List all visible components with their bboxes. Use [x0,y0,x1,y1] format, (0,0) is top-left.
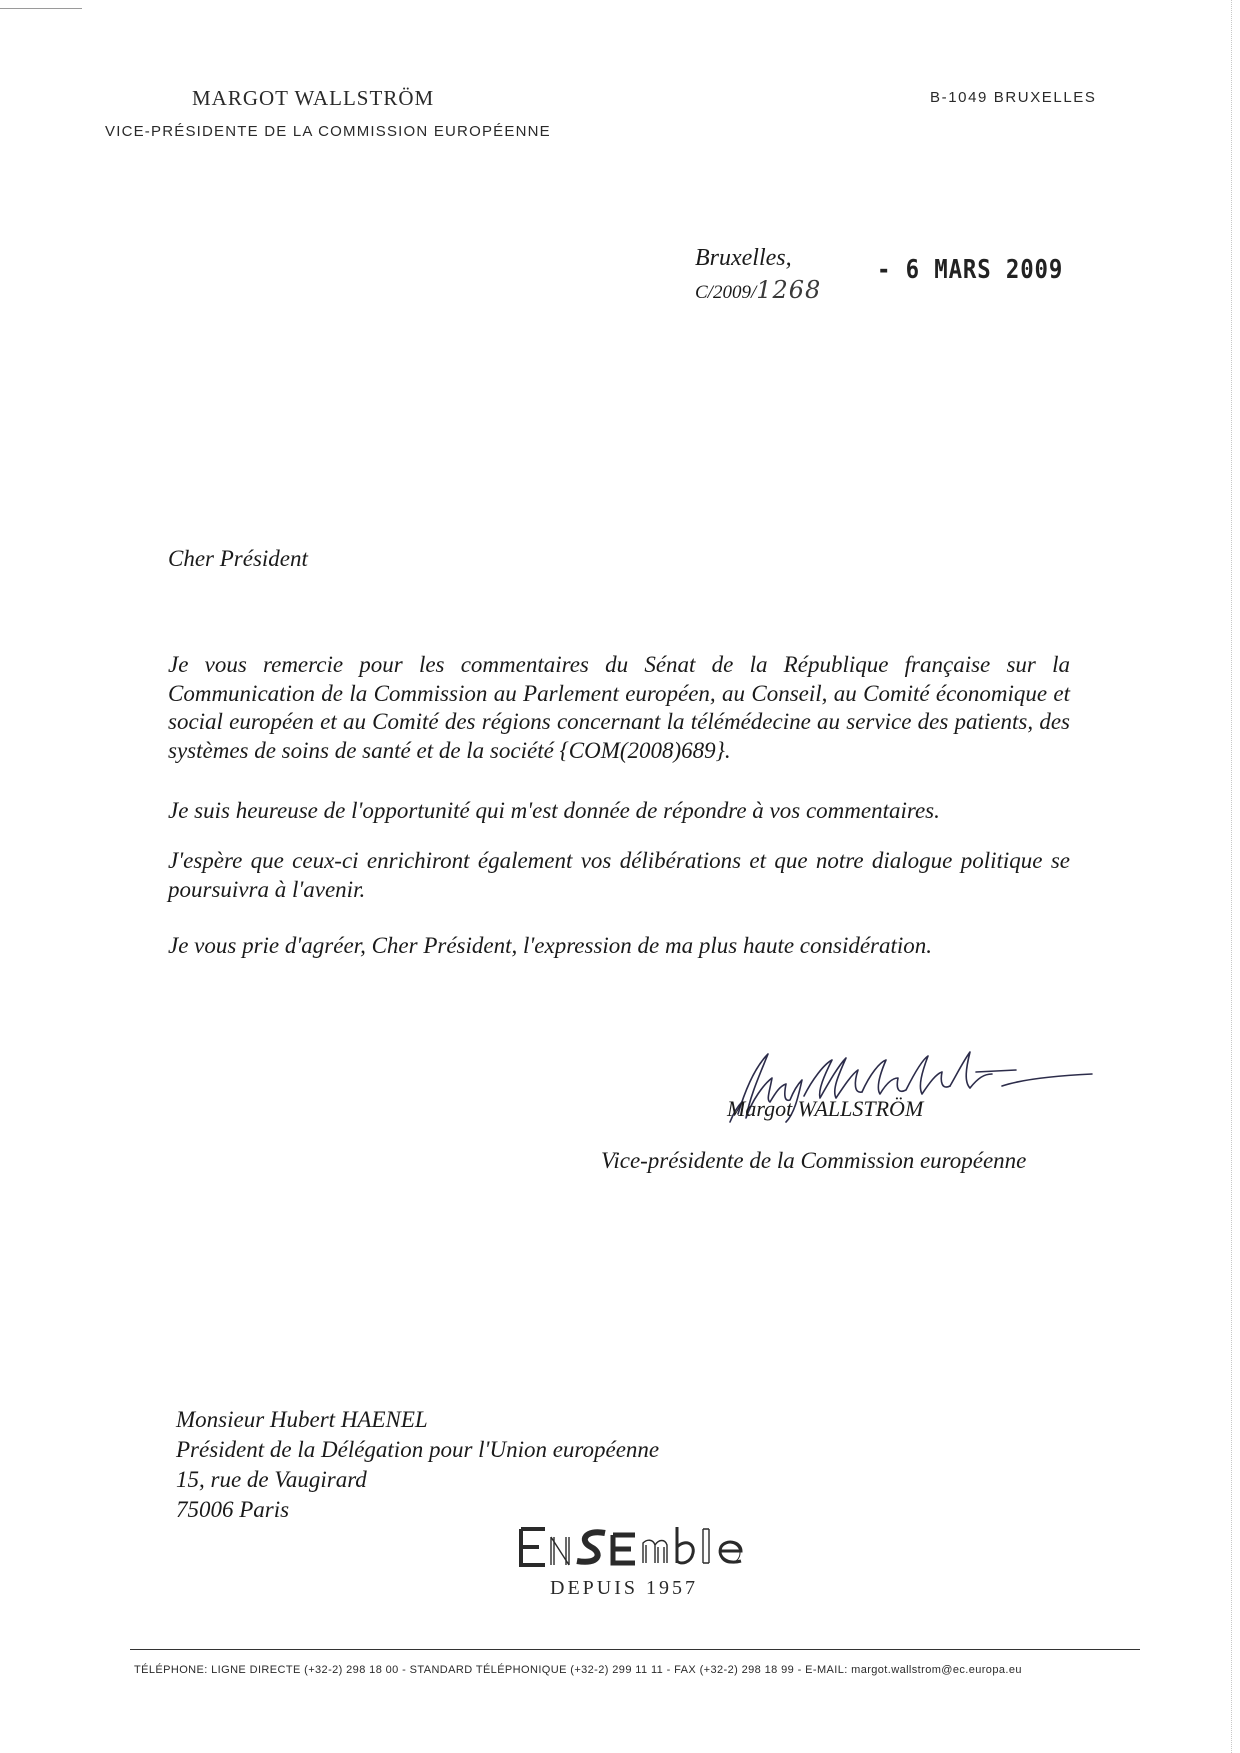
body-paragraph-2: Je suis heureuse de l'opportunité qui m'est donnée de répondre à vos commentaires. [168,798,940,823]
recipient-position: Président de la Délégation pour l'Union européenne [176,1437,660,1462]
reference-prefix: C/2009/ [695,282,757,303]
body-paragraph-3: J'espère que ceux-ci enrichiront également vos délibérations et que notre dialogue politique se poursuivra à l'avenir. [168,848,1070,902]
signatory-name: Margot WALLSTRÖM [727,1096,924,1121]
letterhead-title: VICE-PRÉSIDENTE DE LA COMMISSION EUROPÉENNE [105,123,551,140]
scan-edge [1231,0,1232,1753]
date-stamp: - 6 MARS 2009 [877,255,1064,285]
place: Bruxelles, [695,245,792,271]
ensemble-logo [515,1521,755,1573]
reference-number [695,276,821,304]
footer-divider [130,1649,1140,1650]
recipient-name: Monsieur Hubert HAENEL [176,1407,428,1432]
recipient-street: 15, rue de Vaugirard [176,1467,367,1492]
letterhead-city: B-1049 BRUXELLES [930,89,1097,106]
letterhead-name: MARGOT WALLSTRÖM [192,86,435,110]
signatory-title: Vice-présidente de la Commission européenne [601,1148,1027,1173]
body-paragraph-4: Je vous prie d'agréer, Cher Président, l'expression de ma plus haute considération. [168,933,933,958]
salutation: Cher Président [168,546,308,571]
logo-subtitle: DEPUIS 1957 [550,1577,699,1599]
recipient-city: 75006 Paris [176,1497,290,1522]
scan-mark [0,8,82,9]
body-paragraph-1: Je vous remercie pour les commentaires du Sénat de la République française sur la Communication de la Commission au Parlement européen, au Conseil, au Comité économique et social européen et au Comité des régions concernant la télémédecine au service des patients, des systèmes de soins de santé et de la société {COM(2008)689}. [168,652,1070,763]
footer-contact-line: TÉLÉPHONE: LIGNE DIRECTE (+32-2) 298 18 00 - STANDARD TÉLÉPHONIQUE (+32-2) 299 11 11 - FAX (+32-2) 298 18 99 - E-MAIL: margot.wallstrom@ec.europa.eu [134,1664,1022,1676]
reference-handwritten-number: 1268 [756,276,822,304]
